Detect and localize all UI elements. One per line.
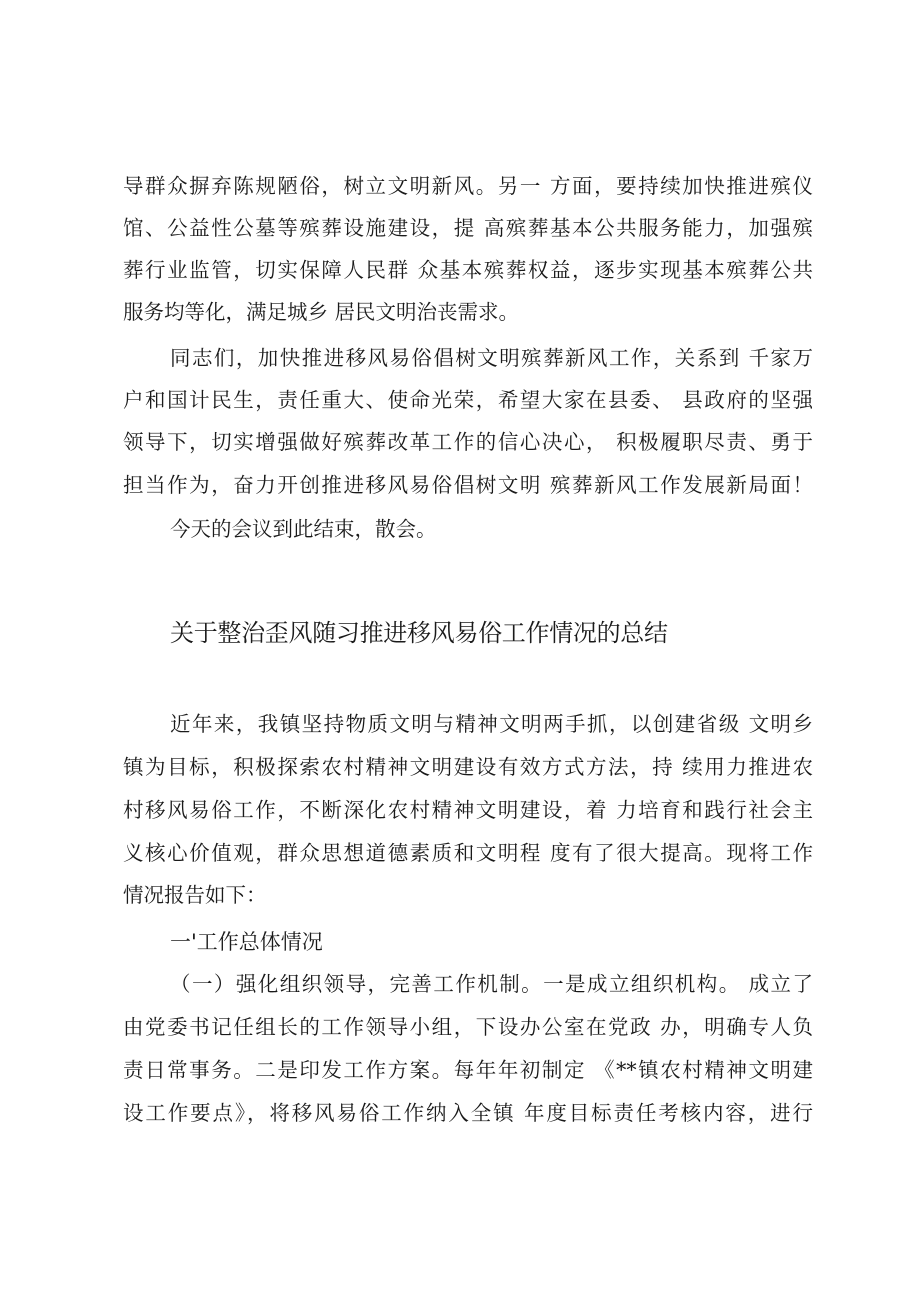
paragraph-line: 服务均等化，满足城乡 居民文明治丧需求。 [123, 300, 520, 324]
paragraph-line: 馆、公益性公墓等殡葬设施建设，提 高殡葬基本公共服务能力，加强殡 [123, 216, 813, 240]
paragraph-line: 村移风易俗工作，不断深化农村精神文明建设，着 力培育和践行社会主 [123, 798, 813, 822]
section-title: 关于整治歪风随习推进移风易俗工作情况的总结 [170, 619, 668, 647]
paragraph-line: 导群众摒弃陈规陋俗，树立文明新风。另一 方面，要持续加快推进殡仪 [123, 174, 813, 198]
paragraph-line: 户和国计民生，责任重大、使命光荣，希望大家在县委、 县政府的坚强 [123, 388, 813, 412]
paragraph-line: 由党委书记任组长的工作领导小组，下设办公室在党政 办，明确专人负 [123, 1015, 813, 1039]
paragraph-line: 设工作要点》，将移风易俗工作纳入全镇 年度目标责任考核内容，进行 [123, 1101, 813, 1125]
paragraph-line: 镇为目标，积极探索农村精神文明建设有效方式方法，持 续用力推进农 [123, 755, 813, 779]
closing-line: 今天的会议到此结束，散会。 [170, 517, 437, 541]
paragraph-line: （一）强化组织领导，完善工作机制。一是成立组织机构。 成立了 [170, 972, 813, 996]
paragraph-line: 同志们，加快推进移风易俗倡树文明殡葬新风工作，关系到 千家万 [170, 346, 813, 370]
paragraph-line: 领导下，切实增强做好殡葬改革工作的信心决心， 积极履职尽责、勇于 [123, 430, 813, 454]
section-heading: 一'工作总体情况 [170, 930, 323, 954]
paragraph-line: 责日常事务。二是印发工作方案。每年年初制定 《**镇农村精神文明建 [123, 1058, 813, 1082]
paragraph-line: 近年来，我镇坚持物质文明与精神文明两手抓，以创建省级 文明乡 [170, 712, 813, 736]
paragraph-line: 葬行业监管，切实保障人民群 众基本殡葬权益，逐步实现基本殡葬公共 [123, 258, 813, 282]
paragraph-line: 情况报告如下： [123, 883, 267, 907]
paragraph-line: 义核心价值观，群众思想道德素质和文明程 度有了很大提高。现将工作 [123, 841, 813, 865]
paragraph-line: 担当作为，奋力开创推进移风易俗倡树文明 殡葬新风工作发展新局面！ [123, 473, 813, 497]
